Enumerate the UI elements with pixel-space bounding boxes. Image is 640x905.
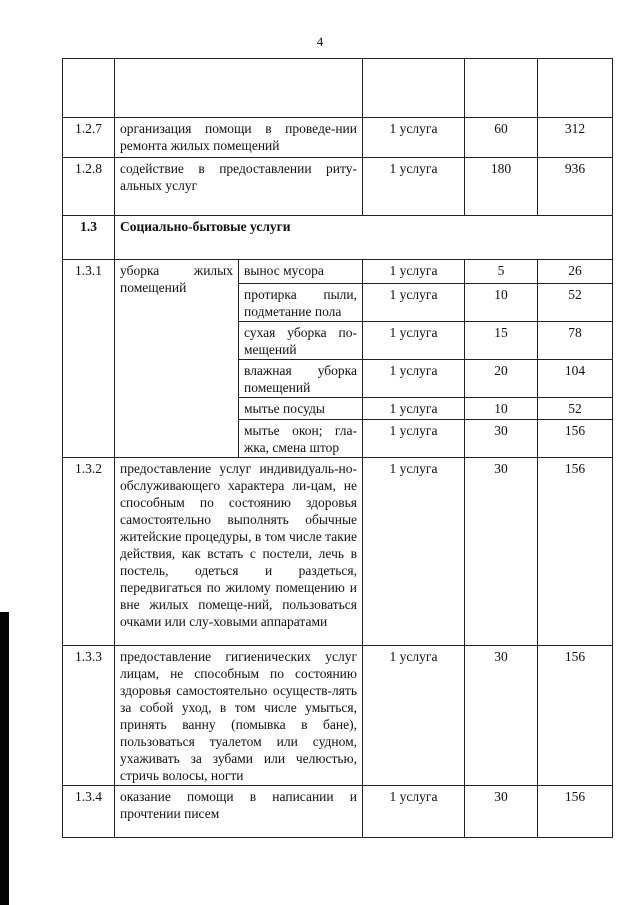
table-row — [63, 158, 613, 216]
header-cell-total — [538, 59, 613, 118]
row-number: 1.2.8 — [63, 158, 115, 216]
header-cell-desc — [115, 59, 363, 118]
row-description: предоставление гигиенических услуг лицам, не способным по состоянию здоровья самостоятельно осуществ-лять за собой уход, в том числе умыться, принять ванну (помывка в бане), пользоваться туалетом или судном, ухаживать за зубами или челюстью, стричь волосы, ногти — [115, 646, 363, 786]
row-time: 20 — [465, 360, 538, 398]
row-unit: 1 услуга — [363, 786, 465, 838]
row-total: 52 — [538, 284, 613, 322]
row-description: содействие в предоставлении риту-альных услуг — [115, 158, 363, 216]
row-unit: 1 услуга — [363, 360, 465, 398]
services-table — [62, 58, 613, 838]
row-time: 30 — [465, 458, 538, 646]
row-time: 60 — [465, 118, 538, 158]
row-unit: 1 услуга — [363, 118, 465, 158]
row-number: 1.3.2 — [63, 458, 115, 646]
table-row — [63, 786, 613, 838]
header-cell-time — [465, 59, 538, 118]
table-header-row — [63, 59, 613, 118]
row-number: 1.2.7 — [63, 118, 115, 158]
row-time: 10 — [465, 284, 538, 322]
subrow-description: влажная уборка помещений — [239, 360, 363, 398]
scan-edge-shadow — [0, 612, 9, 905]
row-total: 936 — [538, 158, 613, 216]
row-total: 156 — [538, 646, 613, 786]
row-number: 1.3.3 — [63, 646, 115, 786]
row-number: 1.3.4 — [63, 786, 115, 838]
table-row — [63, 458, 613, 646]
row-total: 26 — [538, 260, 613, 284]
subrow-description: вынос мусора — [239, 260, 363, 284]
row-total: 156 — [538, 458, 613, 646]
row-total: 104 — [538, 360, 613, 398]
table-row — [63, 118, 613, 158]
row-time: 30 — [465, 420, 538, 458]
header-cell-unit — [363, 59, 465, 118]
row-unit: 1 услуга — [363, 260, 465, 284]
subrow-description: сухая уборка по-мещений — [239, 322, 363, 360]
subrow-description: мытье окон; гла-жка, смена штор — [239, 420, 363, 458]
row-unit: 1 услуга — [363, 284, 465, 322]
row-total: 156 — [538, 420, 613, 458]
row-time: 180 — [465, 158, 538, 216]
subrow-description: мытье посуды — [239, 398, 363, 420]
section-row — [63, 216, 613, 260]
row-total: 52 — [538, 398, 613, 420]
row-description: предоставление услуг индивидуаль-но-обслуживающего характера ли-цам, не способным по состоянию здоровья самостоятельно выполнять обычные житейские процедуры, в том числе такие действия, как встать с постели, лечь в постель, одеться и раздеться, передвигаться по жилому помещению и вне жилых помеще-ний, пользоваться очками или слу-ховыми аппаратами — [115, 458, 363, 646]
header-cell-num — [63, 59, 115, 118]
section-title: Социально-бытовые услуги — [115, 216, 613, 260]
row-time: 15 — [465, 322, 538, 360]
row-total: 156 — [538, 786, 613, 838]
row-time: 10 — [465, 398, 538, 420]
row-total: 312 — [538, 118, 613, 158]
row-unit: 1 услуга — [363, 398, 465, 420]
row-unit: 1 услуга — [363, 420, 465, 458]
row-unit: 1 услуга — [363, 158, 465, 216]
row-description: оказание помощи в написании и прочтении писем — [115, 786, 363, 838]
row-time: 30 — [465, 646, 538, 786]
page-number: 4 — [316, 34, 324, 49]
row-unit: 1 услуга — [363, 646, 465, 786]
section-number: 1.3 — [63, 216, 115, 260]
row-unit: 1 услуга — [363, 322, 465, 360]
row-description: уборка жилых помещений — [115, 260, 239, 458]
row-time: 5 — [465, 260, 538, 284]
subrow-description: протирка пыли, подметание пола — [239, 284, 363, 322]
row-description: организация помощи в проведе-нии ремонта жилых помещений — [115, 118, 363, 158]
row-time: 30 — [465, 786, 538, 838]
table-row — [63, 260, 613, 284]
row-number: 1.3.1 — [63, 260, 115, 458]
row-total: 78 — [538, 322, 613, 360]
row-unit: 1 услуга — [363, 458, 465, 646]
table-row — [63, 646, 613, 786]
